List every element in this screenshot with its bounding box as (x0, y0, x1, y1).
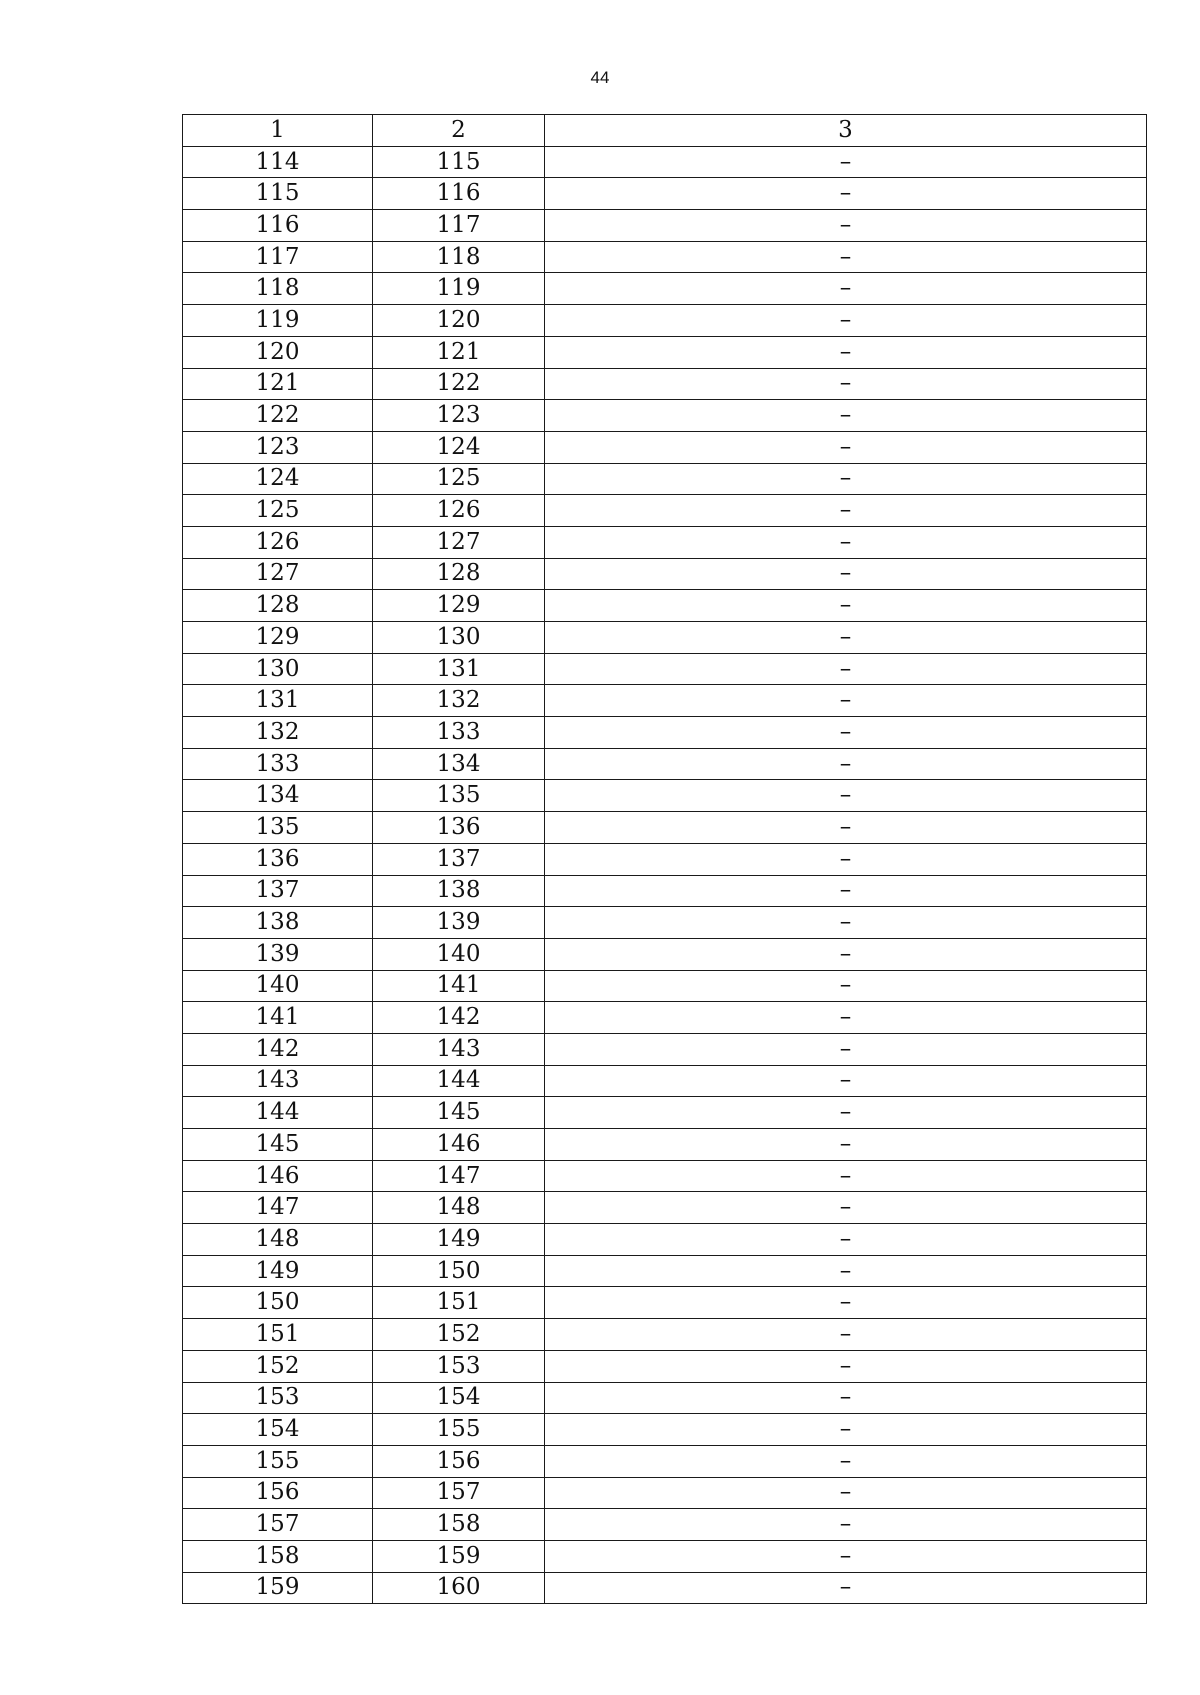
table-cell-col3: – (545, 590, 1147, 622)
table-cell-col2: 125 (373, 463, 545, 495)
table-cell-col1: 151 (183, 1319, 373, 1351)
table-cell-col3: – (545, 463, 1147, 495)
table-cell-col2: 151 (373, 1287, 545, 1319)
table-row (183, 1192, 1147, 1224)
table-row (183, 1002, 1147, 1034)
table-cell-col2: 118 (373, 241, 545, 273)
table-cell-col2: 153 (373, 1350, 545, 1382)
table-cell-col2: 129 (373, 590, 545, 622)
table-cell-col3: – (545, 1477, 1147, 1509)
table-cell-col2: 116 (373, 178, 545, 210)
table-row (183, 1445, 1147, 1477)
table-cell-col1: 137 (183, 875, 373, 907)
table-row (183, 1287, 1147, 1319)
table-cell-col3: – (545, 1382, 1147, 1414)
table-row (183, 812, 1147, 844)
table-cell-col1: 133 (183, 748, 373, 780)
table-cell-col3: – (545, 812, 1147, 844)
table-cell-col2: 130 (373, 622, 545, 654)
table-cell-col3: – (545, 1192, 1147, 1224)
table-cell-col1: 154 (183, 1414, 373, 1446)
table-cell-col2: 120 (373, 305, 545, 337)
table-cell-col1: 146 (183, 1160, 373, 1192)
table-cell-col1: 153 (183, 1382, 373, 1414)
table-cell-col3: – (545, 1445, 1147, 1477)
table-row (183, 622, 1147, 654)
table-row (183, 1129, 1147, 1161)
table-cell-col3: – (545, 1129, 1147, 1161)
table-row (183, 368, 1147, 400)
table-cell-col3: – (545, 368, 1147, 400)
table-cell-col2: 131 (373, 653, 545, 685)
table-cell-col2: 140 (373, 938, 545, 970)
table-row (183, 463, 1147, 495)
table-row (183, 1477, 1147, 1509)
table-row (183, 558, 1147, 590)
table-cell-col2: 144 (373, 1065, 545, 1097)
table-row (183, 907, 1147, 939)
table-row (183, 210, 1147, 242)
header-cell-col3: 3 (545, 115, 1147, 147)
table-cell-col2: 122 (373, 368, 545, 400)
table-row (183, 875, 1147, 907)
table-cell-col1: 157 (183, 1509, 373, 1541)
table-cell-col3: – (545, 146, 1147, 178)
table-cell-col2: 149 (373, 1224, 545, 1256)
table-cell-col3: – (545, 1065, 1147, 1097)
table-cell-col1: 132 (183, 717, 373, 749)
table-cell-col3: – (545, 210, 1147, 242)
table-row (183, 1065, 1147, 1097)
table-cell-col3: – (545, 305, 1147, 337)
table-cell-col2: 132 (373, 685, 545, 717)
table-cell-col1: 148 (183, 1224, 373, 1256)
table-cell-col1: 150 (183, 1287, 373, 1319)
table-row (183, 1160, 1147, 1192)
table-cell-col1: 115 (183, 178, 373, 210)
table-cell-col1: 129 (183, 622, 373, 654)
table-cell-col2: 134 (373, 748, 545, 780)
table-cell-col1: 124 (183, 463, 373, 495)
table-cell-col2: 148 (373, 1192, 545, 1224)
table-cell-col3: – (545, 622, 1147, 654)
table-cell-col1: 122 (183, 400, 373, 432)
page-number: 44 (590, 68, 610, 87)
table-cell-col1: 131 (183, 685, 373, 717)
table-row (183, 1382, 1147, 1414)
table-cell-col1: 159 (183, 1572, 373, 1604)
table-cell-col3: – (545, 875, 1147, 907)
table-cell-col1: 152 (183, 1350, 373, 1382)
table-cell-col3: – (545, 336, 1147, 368)
table-cell-col2: 154 (373, 1382, 545, 1414)
table-cell-col1: 125 (183, 495, 373, 527)
table-cell-col3: – (545, 717, 1147, 749)
table-row (183, 685, 1147, 717)
table-cell-col1: 114 (183, 146, 373, 178)
table-cell-col3: – (545, 1414, 1147, 1446)
table-cell-col1: 134 (183, 780, 373, 812)
table-cell-col2: 133 (373, 717, 545, 749)
table-cell-col3: – (545, 1572, 1147, 1604)
table-cell-col2: 139 (373, 907, 545, 939)
table-row (183, 1224, 1147, 1256)
table-cell-col1: 127 (183, 558, 373, 590)
table-row (183, 717, 1147, 749)
table-cell-col2: 160 (373, 1572, 545, 1604)
table-cell-col3: – (545, 653, 1147, 685)
table-row (183, 336, 1147, 368)
table-cell-col3: – (545, 495, 1147, 527)
header-cell-col1: 1 (183, 115, 373, 147)
table-cell-col3: – (545, 780, 1147, 812)
table-cell-col2: 123 (373, 400, 545, 432)
table-row (183, 400, 1147, 432)
table-cell-col3: – (545, 1319, 1147, 1351)
table-cell-col3: – (545, 843, 1147, 875)
table-cell-col1: 158 (183, 1540, 373, 1572)
table-row (183, 780, 1147, 812)
table-cell-col2: 156 (373, 1445, 545, 1477)
table-cell-col3: – (545, 241, 1147, 273)
table-cell-col1: 156 (183, 1477, 373, 1509)
table-row (183, 1414, 1147, 1446)
table-cell-col2: 137 (373, 843, 545, 875)
table-row (183, 1572, 1147, 1604)
table-cell-col1: 126 (183, 526, 373, 558)
table-cell-col2: 136 (373, 812, 545, 844)
table-cell-col1: 142 (183, 1033, 373, 1065)
table-cell-col2: 127 (373, 526, 545, 558)
table-row (183, 305, 1147, 337)
header-cell-col2: 2 (373, 115, 545, 147)
table-cell-col2: 119 (373, 273, 545, 305)
table-cell-col1: 139 (183, 938, 373, 970)
table-cell-col2: 157 (373, 1477, 545, 1509)
data-table (182, 114, 1147, 1604)
table-row (183, 495, 1147, 527)
table-row (183, 1540, 1147, 1572)
table-cell-col2: 141 (373, 970, 545, 1002)
table-row (183, 970, 1147, 1002)
table-cell-col3: – (545, 1255, 1147, 1287)
table-cell-col2: 135 (373, 780, 545, 812)
table-cell-col2: 150 (373, 1255, 545, 1287)
table-cell-col1: 121 (183, 368, 373, 400)
table-cell-col3: – (545, 400, 1147, 432)
table-cell-col3: – (545, 907, 1147, 939)
table-row (183, 938, 1147, 970)
table-cell-col1: 118 (183, 273, 373, 305)
table-cell-col2: 145 (373, 1097, 545, 1129)
table-cell-col1: 143 (183, 1065, 373, 1097)
table-row (183, 1097, 1147, 1129)
table-cell-col1: 119 (183, 305, 373, 337)
table-cell-col3: – (545, 273, 1147, 305)
table-cell-col3: – (545, 1287, 1147, 1319)
table-cell-col3: – (545, 685, 1147, 717)
table-cell-col3: – (545, 1540, 1147, 1572)
table-cell-col3: – (545, 178, 1147, 210)
table-cell-col1: 135 (183, 812, 373, 844)
table-cell-col3: – (545, 748, 1147, 780)
table-cell-col3: – (545, 938, 1147, 970)
table-cell-col2: 155 (373, 1414, 545, 1446)
table-cell-col1: 141 (183, 1002, 373, 1034)
table-cell-col3: – (545, 1002, 1147, 1034)
table-cell-col2: 159 (373, 1540, 545, 1572)
table-cell-col2: 147 (373, 1160, 545, 1192)
table-cell-col1: 145 (183, 1129, 373, 1161)
table-cell-col3: – (545, 1350, 1147, 1382)
table-cell-col2: 126 (373, 495, 545, 527)
table-cell-col1: 116 (183, 210, 373, 242)
table-cell-col1: 136 (183, 843, 373, 875)
table-cell-col3: – (545, 970, 1147, 1002)
table-row (183, 843, 1147, 875)
table-cell-col2: 115 (373, 146, 545, 178)
table-cell-col3: – (545, 1033, 1147, 1065)
table-cell-col3: – (545, 431, 1147, 463)
table-cell-col1: 130 (183, 653, 373, 685)
table-cell-col3: – (545, 1160, 1147, 1192)
table-row (183, 1319, 1147, 1351)
table-cell-col1: 138 (183, 907, 373, 939)
table-row (183, 590, 1147, 622)
table-cell-col1: 128 (183, 590, 373, 622)
table-cell-col2: 138 (373, 875, 545, 907)
table-cell-col2: 158 (373, 1509, 545, 1541)
table-cell-col3: – (545, 558, 1147, 590)
table-cell-col3: – (545, 526, 1147, 558)
table-body (183, 115, 1147, 1604)
table-row (183, 146, 1147, 178)
table-row (183, 526, 1147, 558)
table-row (183, 1350, 1147, 1382)
header-row (183, 115, 1147, 147)
table-row (183, 1255, 1147, 1287)
table-cell-col2: 128 (373, 558, 545, 590)
table-cell-col2: 152 (373, 1319, 545, 1351)
table-row (183, 431, 1147, 463)
table-cell-col1: 155 (183, 1445, 373, 1477)
table-cell-col1: 120 (183, 336, 373, 368)
table-row (183, 1509, 1147, 1541)
table-row (183, 178, 1147, 210)
table-row (183, 273, 1147, 305)
table-cell-col2: 121 (373, 336, 545, 368)
table-cell-col1: 123 (183, 431, 373, 463)
table-row (183, 241, 1147, 273)
table-cell-col2: 124 (373, 431, 545, 463)
table-row (183, 653, 1147, 685)
table-cell-col1: 149 (183, 1255, 373, 1287)
table-row (183, 1033, 1147, 1065)
table-cell-col2: 146 (373, 1129, 545, 1161)
table-cell-col2: 117 (373, 210, 545, 242)
table-cell-col3: – (545, 1509, 1147, 1541)
table-cell-col1: 140 (183, 970, 373, 1002)
table-cell-col1: 147 (183, 1192, 373, 1224)
table-row (183, 748, 1147, 780)
table-cell-col3: – (545, 1097, 1147, 1129)
table-cell-col2: 143 (373, 1033, 545, 1065)
table-cell-col2: 142 (373, 1002, 545, 1034)
table-cell-col1: 117 (183, 241, 373, 273)
table-cell-col3: – (545, 1224, 1147, 1256)
table-cell-col1: 144 (183, 1097, 373, 1129)
